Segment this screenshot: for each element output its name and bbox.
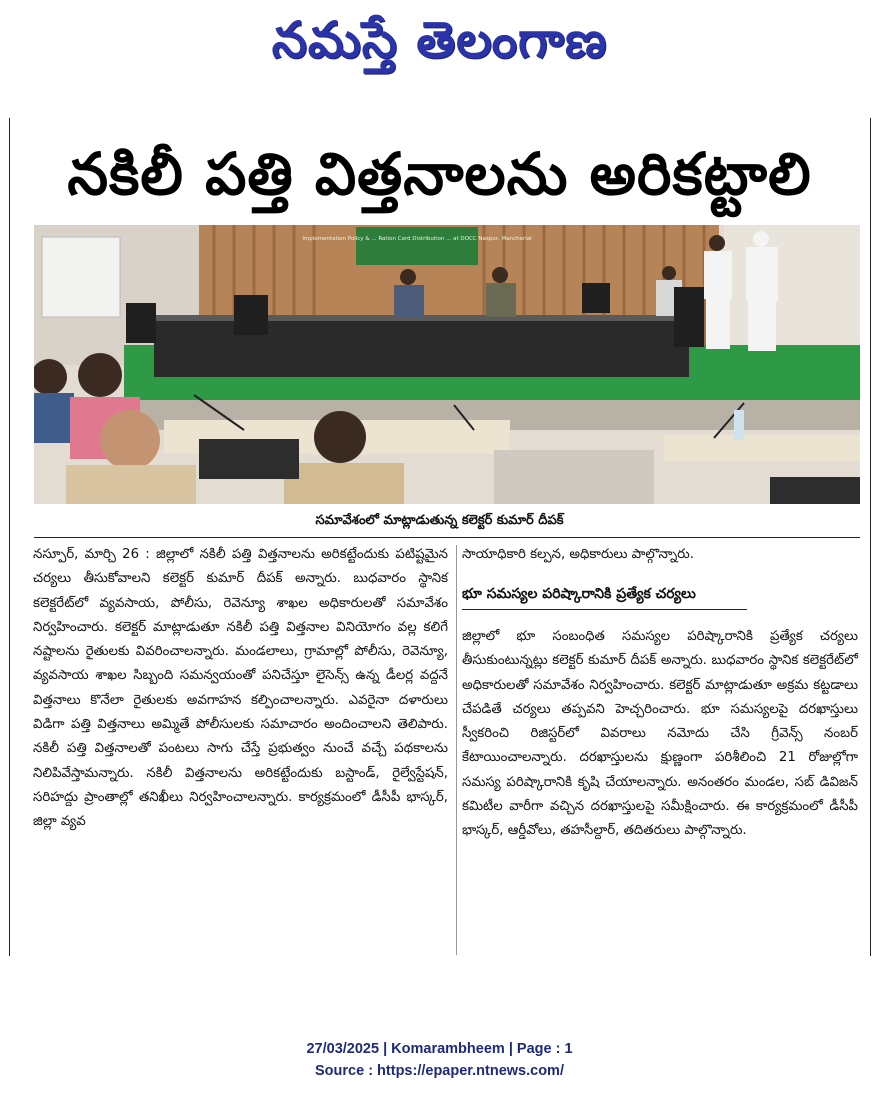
column-divider: [456, 545, 457, 955]
article-body-right-column-continuation: సాయాధికారి కల్పన, అధికారులు పాల్గొన్నారు.: [462, 547, 694, 562]
page-footer: [0, 1038, 879, 1082]
article-body-right-column: జిల్లాలో భూ సంబంధిత సమస్యల పరిష్కారానికి ప్రత్యేక చర్యలు తీసుకుంటున్నట్లు కలెక్టర్ కుమార్ దీపక్ అన్నారు. బుధవారం స్థానిక కలెక్టరేట్‌లో అధికారులతో సమావేశం నిర్వహించారు. కలెక్టర్ మాట్లాడుతూ అక్రమ కట్టడాలు చేపడితే చర్యలు తప్పవని హెచ్చరించారు. భూ సమస్యలపై దరఖాస్తులు స్వీకరించి రిజిస్టర్‌లో వివరాలు నమోదు చేసి గ్రీవెన్స్ నంబర్ కేటాయించాలన్నారు. దరఖాస్తులను క్షుణ్ణంగా పరిశీలించి 21 రోజుల్లోగా సమస్య పరిష్కారానికి కృషి చేయాలన్నారు. అనంతరం మండల, సబ్ డివిజన్ కమిటీల వారీగా వచ్చిన దరఖాస్తులపై సమీక్షించారు. ఈ కార్యక్రమంలో డీసీపీ భాస్కర్, ఆర్డీవోలు, తహసీల్దార్, తదితరులు పాల్గొన్నారు.: [462, 629, 858, 839]
page-frame-right: [870, 118, 871, 956]
footer-source-link[interactable]: Source : https://epaper.ntnews.com/: [315, 1063, 564, 1079]
article-body-left-column: నస్పూర్, మార్చి 26 : జిల్లాలో నకిలీ పత్తి విత్తనాలను అరికట్టేందుకు పటిష్టమైన చర్యలు తీసుకోవాలని కలెక్టర్ కుమార్ దీపక్ అన్నారు. బుధవారం స్థానిక కలెక్టరేట్‌లో వ్యవసాయ, పోలీసు, రెవెన్యూ శాఖల అధికారులతో సమావేశం నిర్వహించారు. కలెక్టర్ మాట్లాడుతూ నకిలీ పత్తి విత్తనాల వినియోగం వల్ల కలిగే నష్టాలను రైతులకు వివరించాలన్నారు. మండలాలు, గ్రామాల్లో పోలీసు, రెవెన్యూ, వ్యవసాయ శాఖల సిబ్బంది సమన్వయంతో పనిచేస్తూ లైసెన్స్ ఉన్న డీలర్ల వద్దనే విత్తనాలు కొనేలా రైతులకు అవగాహన కల్పించాలన్నారు. ఎవరైనా దళారులు విడిగా పత్తి విత్తనాలు అమ్మితే పోలీసులకు సమాచారం అందించాలని తెలిపారు. నకిలీ పత్తి విత్తనాలతో పంటలు సాగు చేస్తే ప్రభుత్వం నుంచే వచ్చే పథకాలను నిలిపివేస్తామన్నారు. నకిలీ విత్తనాలను అరికట్టేందుకు బస్టాండ్, రైల్వేస్టేషన్, సరిహద్దు ప్రాంతాల్లో తనిఖీలు నిర్వహించాలన్నారు. కార్యక్రమంలో డీసీపీ భాస్కర్, జిల్లా వ్యవ: [33, 547, 448, 830]
article-headline: నకిలీ పత్తి విత్తనాలను అరికట్టాలి: [67, 140, 812, 208]
caption-divider: [34, 537, 860, 538]
page-frame-left: [9, 118, 10, 956]
masthead: [0, 0, 879, 80]
footer-meta: 27/03/2025 | Komarambheem | Page : 1: [306, 1041, 573, 1057]
article-photo: [34, 225, 860, 504]
newspaper-logo: నమస్తే తెలంగాణ: [271, 10, 608, 69]
banner-text: Implementation Policy & ... Ration Card Distribution ... at DOCC Naspur, Mancherial: [302, 236, 532, 242]
photo-caption: సమావేశంలో మాట్లాడుతున్న కలెక్టర్ కుమార్ దీపక్: [315, 513, 564, 528]
article-subheading: భూ సమస్యల పరిష్కారానికి ప్రత్యేక చర్యలు: [462, 582, 747, 610]
